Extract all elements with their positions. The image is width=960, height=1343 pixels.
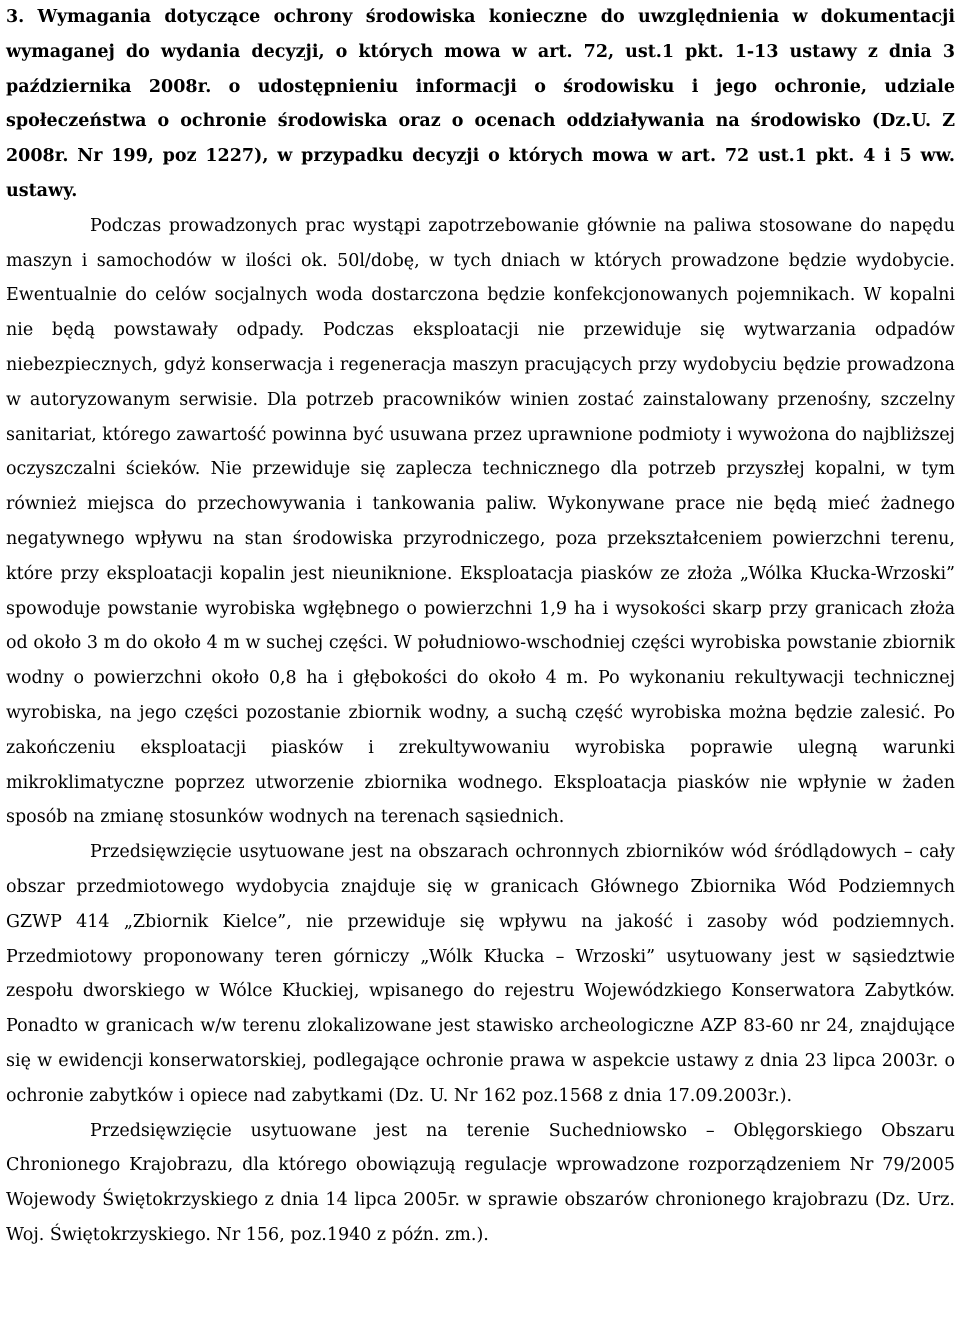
- section-heading: 3. Wymagania dotyczące ochrony środowiska konieczne do uwzględnienia w dokumentacji wymaganej do wydania decyzji, o których mowa w art. 72, ust.1 pkt. 1-13 ustawy z dnia 3 października 2008r. o udostępnieniu informacji o środowisku i jego ochronie, udziale społeczeństwa o ochronie środowiska oraz o ocenach oddziaływania na środowisko (Dz.U. Z 2008r. Nr 199, poz 1227), w przypadku decyzji o których mowa w art. 72 ust.1 pkt. 4 i 5 ww. ustawy.: [6, 7, 955, 201]
- paragraph-landscape-protection: Przedsięwzięcie usytuowane jest na terenie Suchedniowsko – Oblęgorskiego Obszaru Chronionego Krajobrazu, dla którego obowiązują regulacje wprowadzone rozporządzeniem Nr 79/2005 Wojewody Świętokrzyskiego z dnia 14 lipca 2005r. w sprawie obszarów chronionego krajobrazu (Dz. Urz. Woj. Świętokrzyskiego. Nr 156, poz.1940 z późn. zm.).: [6, 1120, 955, 1245]
- paragraph-water-protection: Przedsięwzięcie usytuowane jest na obszarach ochronnych zbiorników wód śródlądowych – cały obszar przedmiotowego wydobycia znajduje się w granicach Głównego Zbiornika Wód Podziemnych GZWP 414 „Zbiornik Kielce”, nie przewiduje się wpływu na jakość i zasoby wód podziemnych. Przedmiotowy proponowany teren górniczy „Wólk Kłucka – Wrzoski” usytuowany jest w sąsiedztwie zespołu dworskiego w Wólce Kłuckiej, wpisanego do rejestru Wojewódzkiego Konserwatora Zabytków. Ponadto w granicach w/w terenu zlokalizowane jest stawisko archeologiczne AZP 83-60 nr 24, znajdujące się w ewidencji konserwatorskiej, podlegające ochronie prawa w aspekcie ustawy z dnia 23 lipca 2003r. o ochronie zabytków i opiece nad zabytkami (Dz. U. Nr 162 poz.1568 z dnia 17.09.2003r.).: [6, 842, 955, 1106]
- paragraph-environmental-impact: Podczas prowadzonych prac wystąpi zapotrzebowanie głównie na paliwa stosowane do napędu maszyn i samochodów w ilości ok. 50l/dobę, w tych dniach w których prowadzone będzie wydobycie. Ewentualnie do celów socjalnych woda dostarczona będzie konfekcjonowanych pojemnikach. W kopalni nie będą powstawały odpady. Podczas eksploatacji nie przewiduje się wytwarzania odpadów niebezpiecznych, gdyż konserwacja i regeneracja maszyn pracujących przy wydobyciu będzie prowadzona w autoryzowanym serwisie. Dla potrzeb pracowników winien zostać zainstalowany przenośny, szczelny sanitariat, którego zawartość powinna być usuwana przez uprawnione podmioty i wywożona do najbliższej oczyszczalni ścieków. Nie przewiduje się zaplecza technicznego dla potrzeb przyszłej kopalni, w tym również miejsca do przechowywania i tankowania paliw. Wykonywane prace nie będą mieć żadnego negatywnego wpływu na stan środowiska przyrodniczego, poza przekształceniem powierzchni terenu, które przy eksploatacji kopalin jest nieuniknione. Eksploatacja piasków ze złoża „Wólka Kłucka-Wrzoski” spowoduje powstanie wyrobiska wgłębnego o powierzchni 1,9 ha i wysokości skarp przy granicach złoża od około 3 m do około 4 m w suchej części. W południowo-wschodniej części wyrobiska powstanie zbiornik wodny o powierzchni około 0,8 ha i głębokości do około 4 m. Po wykonaniu rekultywacji technicznej wyrobiska, na jego części pozostanie zbiornik wodny, a suchą część wyrobiska można będzie zalesić. Po zakończeniu eksploatacji piasków i zrekultywowaniu wyrobiska poprawie ulegną warunki mikroklimatyczne poprzez utworzenie zbiornika wodnego. Eksploatacja piasków nie wpłynie w żaden sposób na zmianę stosunków wodnych na terenach sąsiednich.: [6, 215, 955, 828]
